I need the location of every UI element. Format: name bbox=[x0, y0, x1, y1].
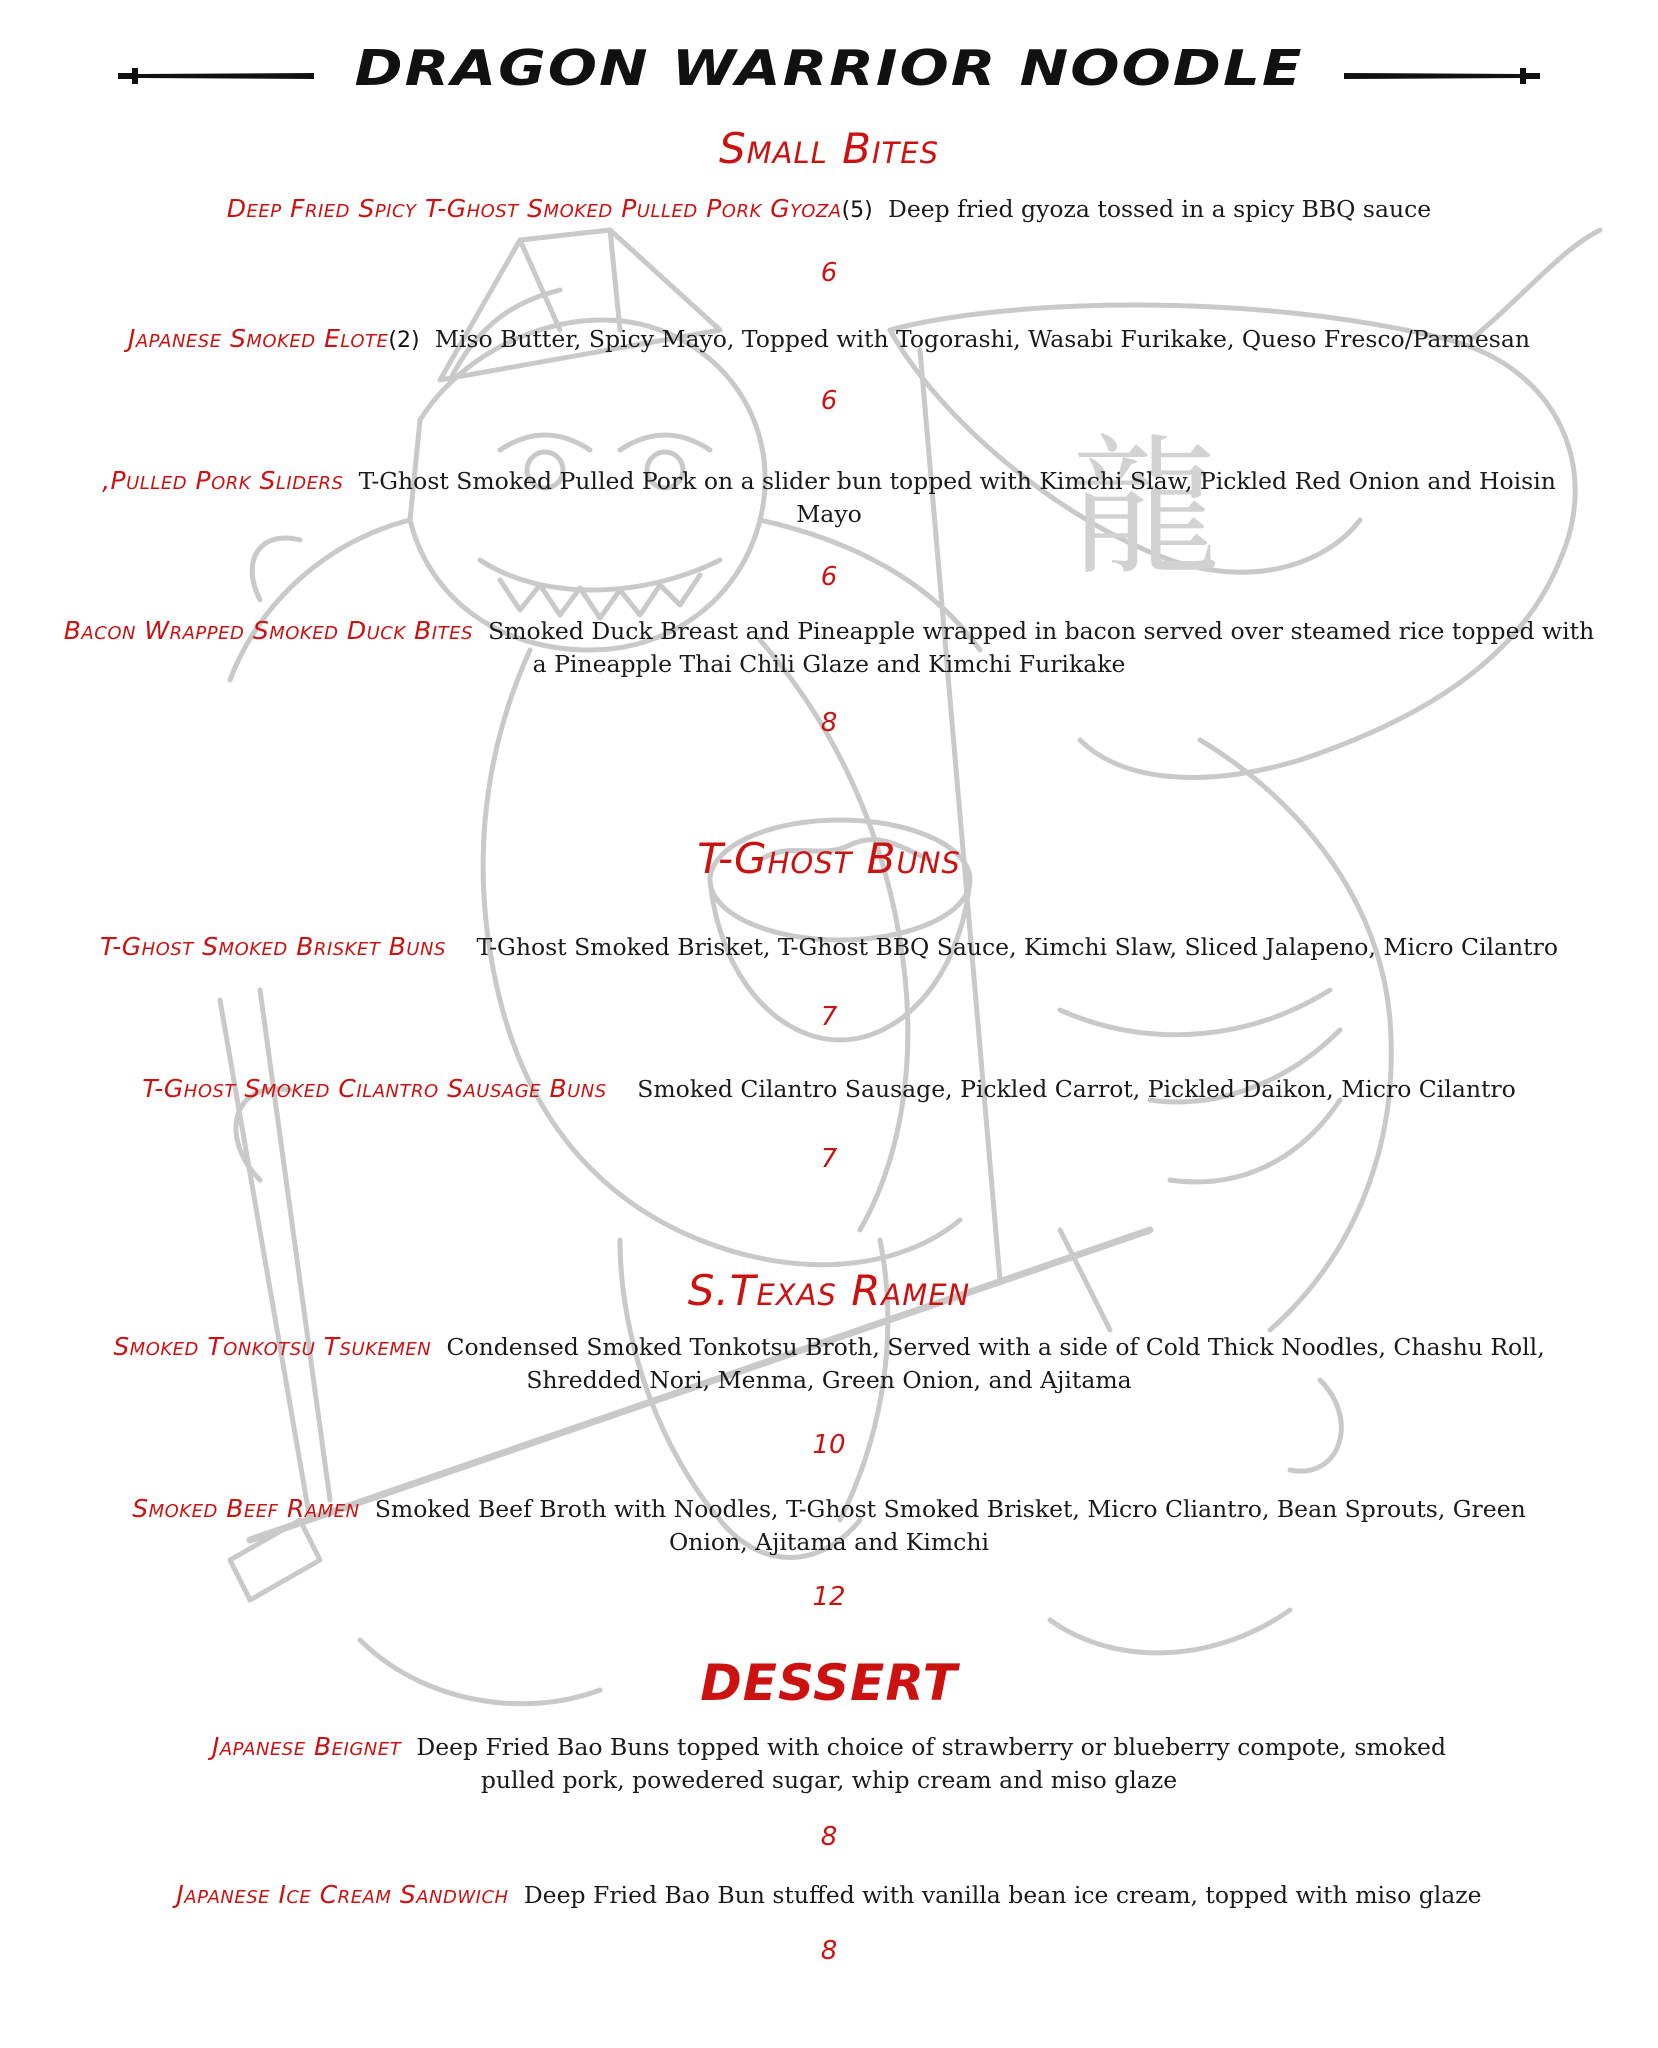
menu-item-sausage-buns bbox=[40, 1072, 1618, 1106]
menu-item-sliders bbox=[70, 464, 1588, 531]
item-name: Japanese Smoked Elote bbox=[127, 324, 389, 353]
menu-item-elote bbox=[40, 322, 1618, 357]
item-description: Miso Butter, Spicy Mayo, Topped with Togorashi, Wasabi Furikake, Queso Fresco/Parmesan bbox=[434, 325, 1531, 353]
section-title-s-texas-ramen: S.Texas Ramen bbox=[687, 1266, 971, 1315]
menu-item-beignet bbox=[180, 1730, 1478, 1797]
item-description: Deep fried gyoza tossed in a spicy BBQ sauce bbox=[888, 195, 1432, 223]
item-name: T-Ghost Smoked Cilantro Sausage Buns bbox=[142, 1074, 607, 1103]
item-name: Deep Fried Spicy T-Ghost Smoked Pulled Pork Gyoza bbox=[226, 194, 842, 223]
item-name: Bacon Wrapped Smoked Duck Bites bbox=[63, 616, 473, 645]
restaurant-title: DRAGON WARRIOR NOODLE bbox=[354, 39, 1304, 97]
item-description: Condensed Smoked Tonkotsu Broth, Served with a side of Cold Thick Noodles, Chashu Roll, Shredded Nori, Menma, Green Onion, and Ajitama bbox=[446, 1333, 1545, 1394]
item-name: Japanese Beignet bbox=[211, 1732, 402, 1761]
item-description: Smoked Cilantro Sausage, Pickled Carrot, Pickled Daikon, Micro Cilantro bbox=[637, 1075, 1516, 1103]
item-price-elote: 6 bbox=[820, 386, 838, 416]
item-description: Deep Fried Bao Bun stuffed with vanilla bean ice cream, topped with miso glaze bbox=[523, 1881, 1482, 1909]
item-name: Smoked Tonkotsu Tsukemen bbox=[113, 1332, 432, 1361]
item-description: Deep Fried Bao Buns topped with choice of strawberry or blueberry compote, smoked pulled pork, powedered sugar, whip cream and miso glaze bbox=[416, 1733, 1447, 1794]
item-name: Smoked Beef Ramen bbox=[132, 1494, 360, 1523]
section-title-small-bites: Small Bites bbox=[719, 124, 939, 173]
menu-item-brisket-buns bbox=[10, 930, 1648, 964]
item-qty: (5) bbox=[841, 198, 873, 223]
menu-header bbox=[0, 22, 1658, 112]
section-title-t-ghost-buns: T-Ghost Buns bbox=[697, 834, 961, 883]
item-price-brisket-buns: 7 bbox=[820, 1002, 838, 1032]
item-price-ice-cream-sandwich: 8 bbox=[820, 1936, 838, 1966]
item-description: Smoked Beef Broth with Noodles, T-Ghost Smoked Brisket, Micro Cliantro, Bean Sprouts, Green Onion, Ajitama and Kimchi bbox=[374, 1495, 1526, 1556]
item-price-gyoza: 6 bbox=[820, 258, 838, 288]
item-description: T-Ghost Smoked Brisket, T-Ghost BBQ Sauce, Kimchi Slaw, Sliced Jalapeno, Micro Cilantro bbox=[476, 933, 1558, 961]
menu-item-duck-bites bbox=[60, 614, 1598, 681]
item-name: T-Ghost Smoked Brisket Buns bbox=[100, 932, 446, 961]
item-price-beef-ramen: 12 bbox=[812, 1582, 846, 1612]
item-price-sausage-buns: 7 bbox=[820, 1144, 838, 1174]
menu-item-beef-ramen bbox=[90, 1492, 1568, 1559]
item-price-tsukemen: 10 bbox=[812, 1430, 846, 1460]
menu-item-tsukemen bbox=[60, 1330, 1598, 1397]
item-price-duck-bites: 8 bbox=[820, 708, 838, 738]
menu-item-gyoza bbox=[40, 192, 1618, 227]
item-name: Japanese Ice Cream Sandwich bbox=[176, 1880, 509, 1909]
item-price-beignet: 8 bbox=[820, 1822, 838, 1852]
item-description: Smoked Duck Breast and Pineapple wrapped in bacon served over steamed rice topped with a Pineapple Thai Chili Glaze and Kimchi Furikake bbox=[488, 617, 1595, 678]
menu-item-ice-cream-sandwich bbox=[40, 1878, 1618, 1912]
item-name: ,Pulled Pork Sliders bbox=[102, 466, 344, 495]
kanji-dragon-mark: 龍 bbox=[1070, 422, 1221, 596]
item-description: T-Ghost Smoked Pulled Pork on a slider bun topped with Kimchi Slaw, Pickled Red Onion and Hoisin Mayo bbox=[358, 467, 1556, 528]
item-price-sliders: 6 bbox=[820, 562, 838, 592]
section-title-dessert: DESSERT bbox=[700, 1654, 958, 1712]
item-qty: (2) bbox=[388, 328, 420, 353]
